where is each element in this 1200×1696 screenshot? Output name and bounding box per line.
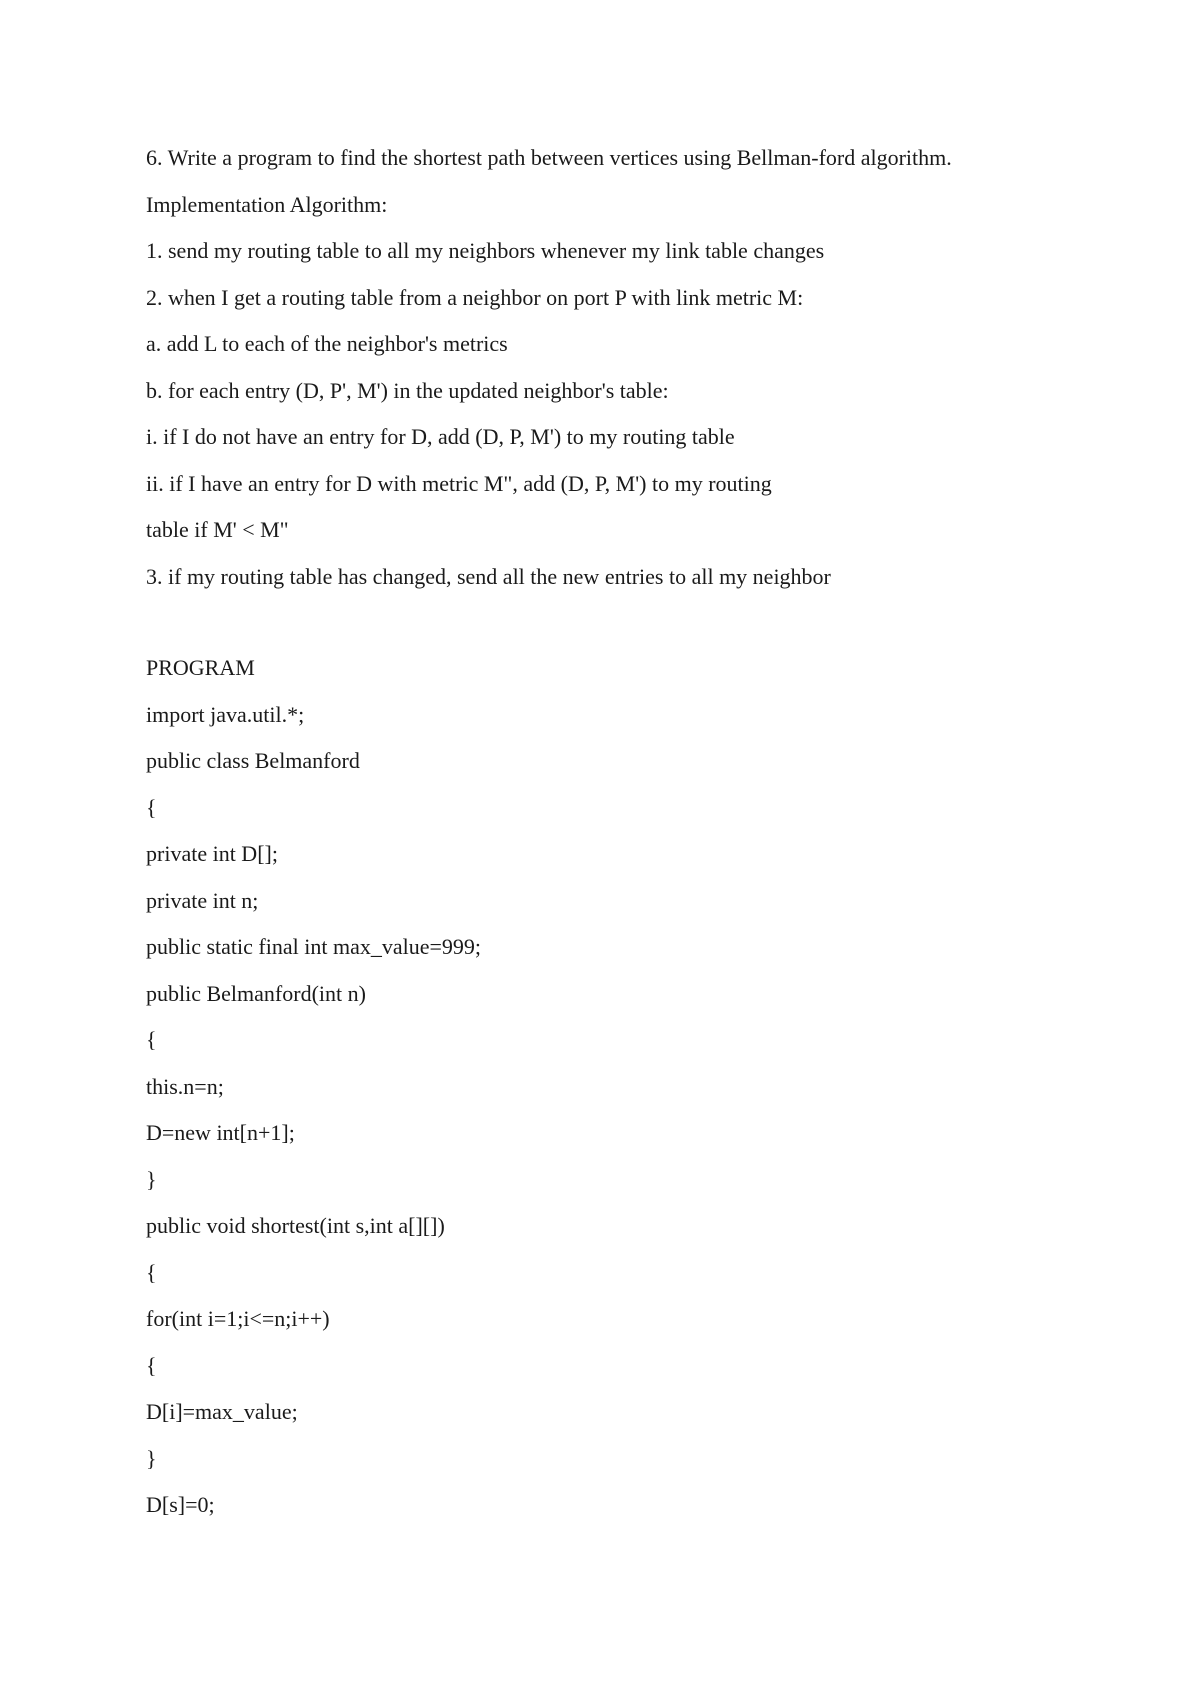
code-line: public static final int max_value=999; [146, 934, 481, 959]
code-line: D=new int[n+1]; [146, 1120, 295, 1145]
algorithm-step: table if M' < M" [146, 517, 289, 542]
section-spacer [146, 608, 1106, 653]
algorithm-step: b. for each entry (D, P', M') in the updated neighbor's table: [146, 377, 669, 403]
algorithm-step: 2. when I get a routing table from a neighbor on port P with link metric M: [146, 284, 804, 310]
code-line: import java.util.*; [146, 701, 305, 727]
code-line: } [146, 1445, 157, 1471]
code-line: public Belmanford(int n) [146, 980, 366, 1006]
code-line: private int n; [146, 887, 259, 913]
code-line: public class Belmanford [146, 748, 360, 773]
code-line: { [146, 794, 157, 820]
code-line: this.n=n; [146, 1073, 224, 1099]
code-line: D[s]=0; [146, 1492, 215, 1517]
code-line: { [146, 1259, 157, 1285]
algorithm-step: 3. if my routing table has changed, send all the new entries to all my neighbor [146, 563, 831, 589]
algorithm-step: i. if I do not have an entry for D, add (D, P, M') to my routing table [146, 424, 735, 449]
code-line: private int D[]; [146, 841, 278, 866]
code-line: D[i]=max_value; [146, 1399, 298, 1424]
code-line: for(int i=1;i<=n;i++) [146, 1306, 330, 1331]
document-body [146, 143, 1106, 1537]
algorithm-step: ii. if I have an entry for D with metric M", add (D, P, M') to my routing [146, 470, 772, 496]
code-line: } [146, 1166, 157, 1192]
algorithm-step: 1. send my routing table to all my neighbors whenever my link table changes [146, 238, 825, 263]
algorithm-step: a. add L to each of the neighbor's metrics [146, 331, 508, 356]
algorithm-heading: Implementation Algorithm: [146, 191, 388, 217]
code-line: { [146, 1352, 157, 1378]
question-text: 6. Write a program to find the shortest path between vertices using Bellman-ford algorithm. [146, 145, 952, 170]
code-line: { [146, 1027, 157, 1052]
program-heading: PROGRAM [146, 655, 255, 680]
code-line: public void shortest(int s,int a[][]) [146, 1213, 445, 1238]
